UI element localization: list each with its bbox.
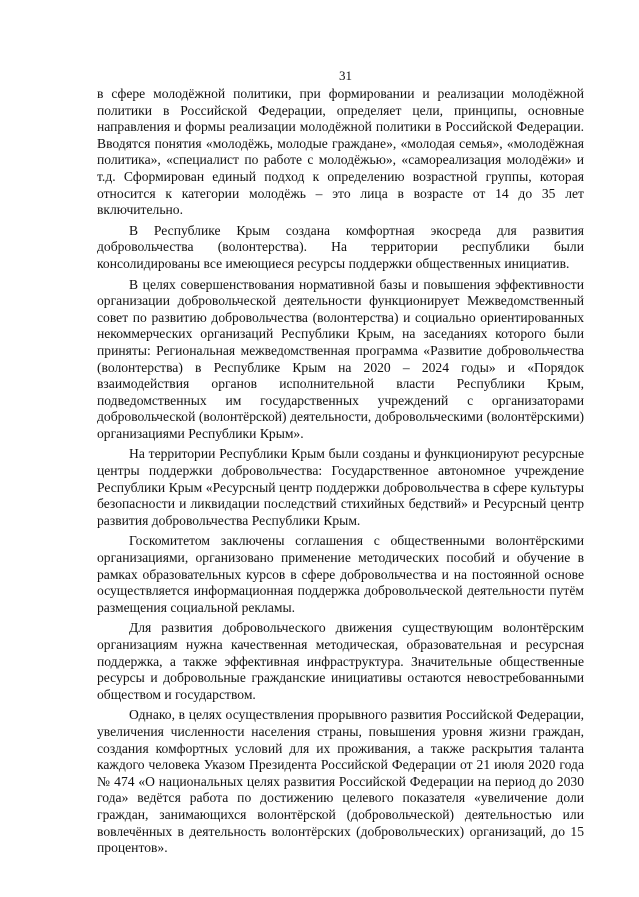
paragraph-development-needs: Для развития добровольческого движения существующим волонтёрским организациям нужна качественная методическая, образовательная и ресурсная поддержка, а также эффективная инфраструктура. Значительные общественные ресурсы и добровольные гражданские инициативы остаются невостребованными обществом и государством.	[97, 620, 584, 702]
paragraph-national-goals-decree: Однако, в целях осуществления прорывного развития Российской Федерации, увеличения численности населения страны, повышения уровня жизни граждан, создания комфортных условий для их проживания, а также раскрытия таланта каждого человека Указом Президента Российской Федерации от 21 июля 2020 года № 474 «О национальных целях развития Российской Федерации на период до 2030 года» ведётся работа по достижению целевого показателя «увеличение доли граждан, занимающихся волонтёрской (добровольческой) деятельностью или вовлечённых в деятельность волонтёрских (добровольческих) организаций, до 15 процентов».	[97, 707, 584, 856]
paragraph-crimea-ecosystem: В Республике Крым создана комфортная экосреда для развития добровольчества (волонтерства). На территории республики были консолидированы все имеющиеся ресурсы поддержки общественных инициатив.	[97, 222, 584, 271]
paragraph-interagency-council: В целях совершенствования нормативной базы и повышения эффективности организации добровольческой деятельности функционирует Межведомственный совет по развитию добровольчества (волонтерства) и социально ориентированных некоммерческих организаций Республики Крым, на заседаниях которого были приняты: Региональная межведомственная программа «Развитие добровольчества (волонтерства) в Республике Крым на 2020 – 2024 годы» и «Порядок взаимодействия органов исполнительной власти Республики Крым, подведомственных им государственных учреждений с организаторами добровольческой (волонтёрской) деятельности, добровольческими (волонтёрскими) организациями Республики Крым».	[97, 276, 584, 441]
paragraph-goskomitet-agreements: Госкомитетом заключены соглашения с общественными волонтёрскими организациями, организовано применение методических пособий и обучение в рамках образовательных курсов в сфере добровольчества и на постоянной основе осуществляется информационная поддержка добровольческой деятельности путём размещения социальной рекламы.	[97, 533, 584, 615]
page-number: 31	[339, 68, 352, 83]
paragraph-resource-centers: На территории Республики Крым были созданы и функционируют ресурсные центры поддержки добровольчества: Государственное автономное учреждение Республики Крым «Ресурсный центр поддержки добровольчества в сфере культуры безопасности и ликвидации последствий стихийных бедствий» и Ресурсный центр развития добровольчества Республики Крым.	[97, 446, 584, 528]
paragraph-youth-policy-law: в сфере молодёжной политики, при формировании и реализации молодёжной политики в Российской Федерации, определяет цели, принципы, основные направления и формы реализации молодёжной политики в Российской Федерации. Вводятся понятия «молодёжь, молодые граждане», «молодая семья», «молодёжная политика», «специалист по работе с молодёжью», «самореализация молодёжи» и т.д. Сформирован единый подход к определению возрастной группы, которая относится к категории молодёжь – это лица в возрасте от 14 до 35 лет включительно.	[97, 86, 584, 218]
document-page	[97, 68, 584, 861]
